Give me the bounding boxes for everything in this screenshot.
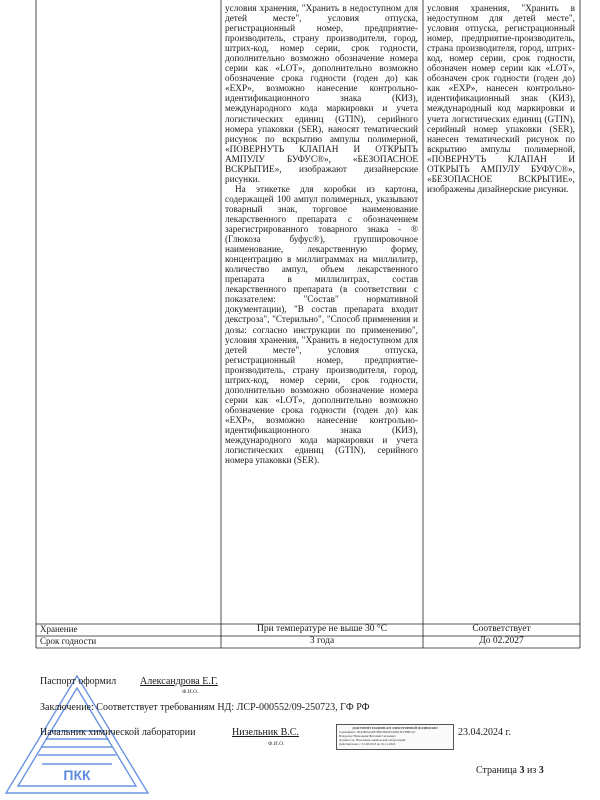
shelf-life-requirement: 3 года [309, 636, 335, 646]
prepared-by-name: Александрова Е.Г. [140, 676, 218, 687]
storage-label: Хранение [40, 624, 78, 634]
fio-caption-2: Ф.И.О. [268, 741, 285, 747]
esig-owner: Владелец: Низельник Виталий Сергеевич [339, 734, 396, 738]
esig-position: Должность: Начальник химической лаборатории [339, 738, 406, 742]
prepared-by-label: Паспорт оформил [40, 676, 117, 687]
sign-date: 23.04.2024 г. [458, 727, 511, 738]
esig-title: ДОКУМЕНТ ПОДПИСАН ЭЛЕКТРОННОЙ ПОДПИСЬЮ [352, 726, 438, 730]
requirements-paragraph-1: условия хранения, "Хранить в недоступном для детей месте", условия отпуска, регистрационный номер, предприятие-производитель, страну производителя, город, штрих-код, номер серии, срок годности, дополнительно возможно обозначение номера серии как «LOT», дополнительно возможно обозначение срока годности (годен до) как «EXP», возможно нанесение контрольно-идентификационного знака (КИЗ), международного кода маркировки и учета логистических единиц (GTIN), серийного номера упаковки (SER), наносят тематический рисунок по вскрытию ампулы полимерной, «ПОВЕРНУТЬ КЛАПАН И ОТКРЫТЬ АМПУЛУ БУФУС®», «БЕЗОПАСНОЕ ВСКРЫТИЕ», изображают дизайнерские рисунки. [225, 4, 418, 185]
storage-requirement: При температуре не выше 30 °С [256, 624, 388, 634]
electronic-signature-box [336, 724, 454, 750]
current-page: 3 [519, 765, 525, 776]
results-text-cell [427, 4, 575, 624]
requirements-text-cell [225, 4, 418, 624]
stamp-text: ПКК [63, 767, 91, 783]
head-of-lab-label: Начальник химической лаборатории [40, 727, 196, 738]
of-word: из [526, 765, 537, 776]
page-word: Страница [476, 765, 517, 776]
conclusion-text: Заключение: Соответствует требованиям НД: ЛСР-000552/09-250723, ГФ РФ [40, 702, 370, 713]
esig-validity: Действителен: с 01.08.2023 по 01.11.2024 [339, 742, 396, 746]
esig-certificate: Сертификат: 00A3B9A3DE5B0CB66F2A86C3E2F8B1A7 [339, 730, 416, 734]
results-paragraph: условия хранения, "Хранить в недоступном для детей месте", условия отпуска, регистрационный номер, предприятие-производитель, страна производителя, город, штрих-код, номер серии, срок годности, обозначен номер серии как «LOT», обозначен срок годности (годен до) как «EXP», нанесен контрольно-идентификационный знак (КИЗ), международный код маркировки и учета логистических единиц (GTIN), серийный номер упаковки (SER), нанесен тематический рисунок по вскрытию ампулы полимерной, «ПОВЕРНУТЬ КЛАПАН И ОТКРЫТЬ АМПУЛУ БУФУС®», «БЕЗОПАСНОЕ ВСКРЫТИЕ», изображены дизайнерские рисунки. [427, 4, 575, 195]
head-of-lab-name: Низельник В.С. [232, 727, 299, 738]
requirements-paragraph-2: На этикетке для коробки из картона, содержащей 100 ампул полимерных, указывают товарный знак, торговое наименование лекарственного препарата с обозначением зарегистрированного товарного знака - ® (Глюкоза буфус®), группировочное наименование, лекарственную форму, концентрацию в миллиграммах на миллилитр, количество ампул, объем лекарственного препарата в миллилитрах, состав лекарственного препарата (в соответствии с показателем: "Состав" нормативной документации), "В состав препарата входит декстроза", "Стерильно", "Способ применения и дозы: согласно инструкции по применению", условия хранения, "Хранить в недоступном для детей месте", условия отпуска, регистрационный номер, предприятие-производитель, страну производителя, город, штрих-код, номер серии, срок годности, дополнительно возможно обозначение номера серии как «LOT», дополнительно возможно обозначение срока годности (годен до) как «EXP», возможно нанесение контрольно-идентификационного знака (КИЗ), международного кода маркировки и учета логистических единиц (GTIN), серийного номера упаковки (SER). [225, 184, 418, 467]
total-pages: 3 [538, 765, 544, 776]
fio-caption-1: Ф.И.О. [182, 689, 199, 695]
shelf-life-result: До 02.2027 [479, 636, 524, 646]
shelf-life-label: Срок годности [40, 636, 97, 646]
storage-result: Соответствует [472, 624, 531, 634]
page-counter [476, 765, 544, 776]
